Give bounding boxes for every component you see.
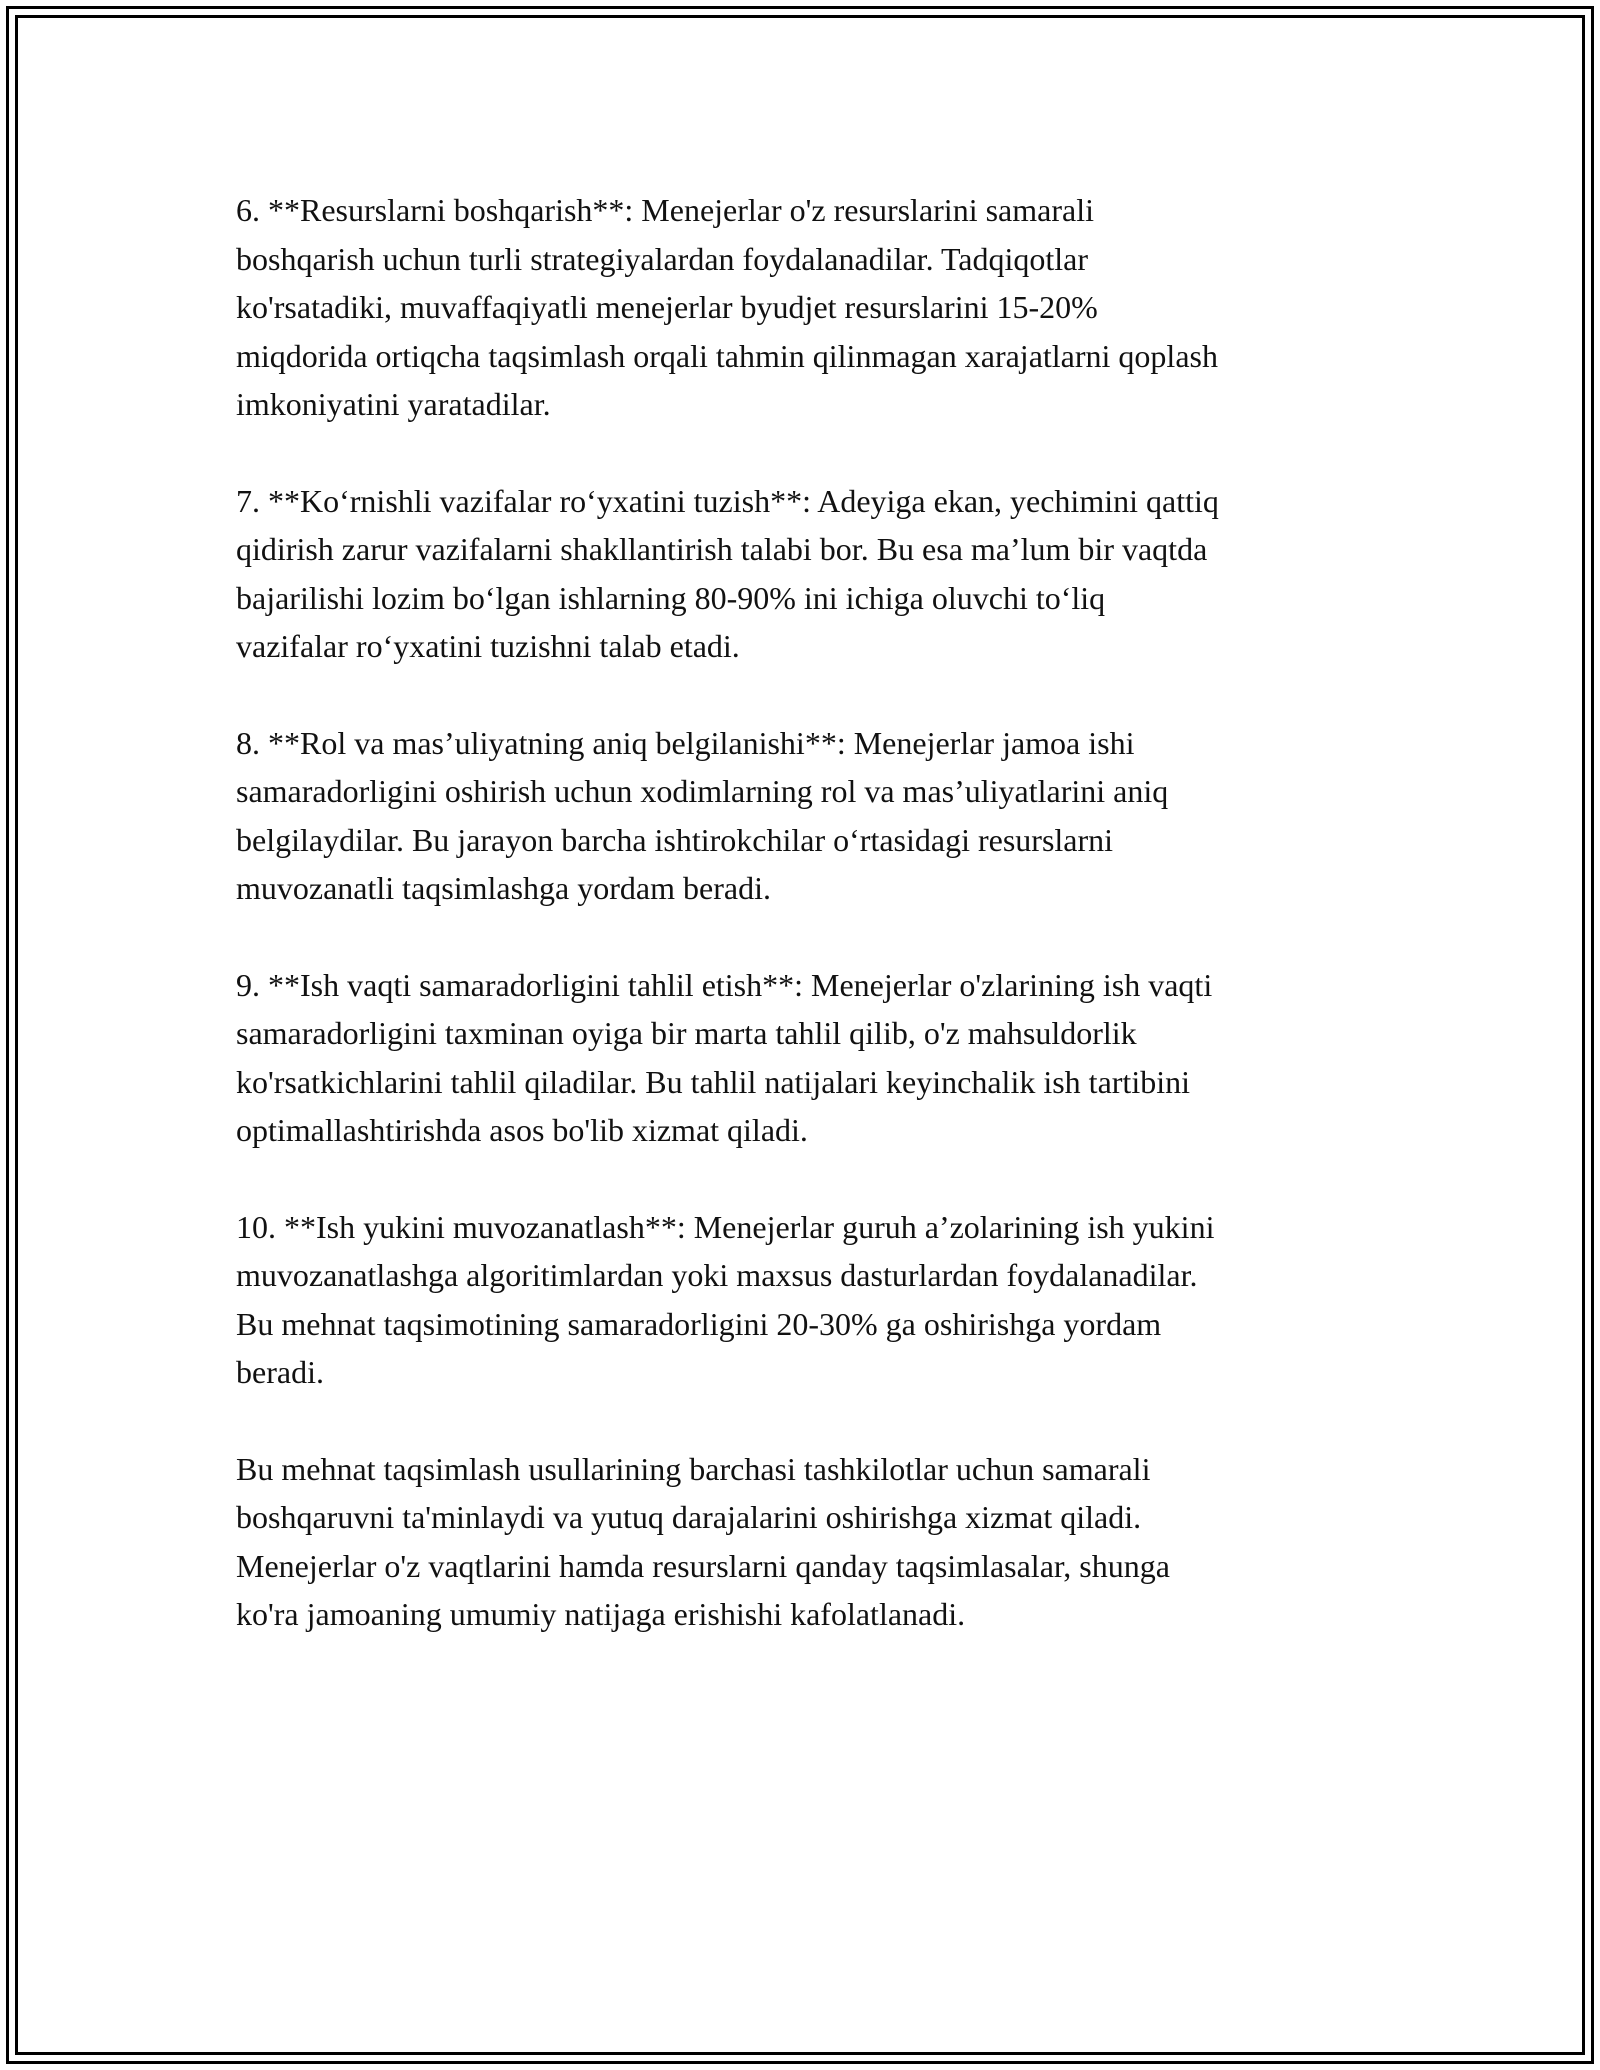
document-body [236,186,1366,1687]
paragraph-roles-responsibilities: 8. **Rol va mas’uliyatning aniq belgilanishi**: Menejerlar jamoa ishi samaradorligini oshirish uchun xodimlarning rol va mas’uliyatlarini aniq belgilaydilar. Bu jarayon barcha ishtirokchilar oʻrtasidagi resurslarni muvozanatli taqsimlashga yordam beradi. [236,724,1169,906]
paragraph-resource-management: 6. **Resurslarni boshqarish**: Menejerlar o'z resurslarini samarali boshqarish uchun turli strategiyalardan foydalanadilar. Tadqiqotlar ko'rsatadiki, muvaffaqiyatli menejerlar byudjet resurslarini 15-20% miqdorida ortiqcha taqsimlash orqali tahmin qilinmagan xarajatlarni qoplash imkoniyatini yaratadilar. [236,192,1218,422]
paragraph-work-time-analysis: 9. **Ish vaqti samaradorligini tahlil etish**: Menejerlar o'zlarining ish vaqti samaradorligini taxminan oyiga bir marta tahlil qilib, o'z mahsuldorlik ko'rsatkichlarini tahlil qiladilar. Bu tahlil natijalari keyinchalik ish tartibini optimallashtirishda asos bo'lib xizmat qiladi. [236,966,1213,1148]
paragraph-conclusion: Bu mehnat taqsimlash usullarining barchasi tashkilotlar uchun samarali boshqaruvni ta'minlaydi va yutuq darajalarini oshirishga xizmat qiladi. Menejerlar o'z vaqtlarini hamda resurslarni qanday taqsimlasalar, shunga ko'ra jamoaning umumiy natijaga erishishi kafolatlanadi. [236,1450,1170,1632]
paragraph-workload-balancing: 10. **Ish yukini muvozanatlash**: Menejerlar guruh a’zolarining ish yukini muvozanatlashga algoritimlardan yoki maxsus dasturlardan foydalanadilar. Bu mehnat taqsimotining samaradorligini 20-30% ga oshirishga yordam beradi. [236,1208,1215,1390]
paragraph-task-list: 7. **Koʻrnishli vazifalar roʻyxatini tuzish**: Adeyiga ekan, yechimini qattiq qidirish zarur vazifalarni shakllantirish talabi bor. Bu esa maʼlum bir vaqtda bajarilishi lozim boʻlgan ishlarning 80-90% ini ichiga oluvchi toʻliq vazifalar roʻyxatini tuzishni talab etadi. [236,482,1219,664]
